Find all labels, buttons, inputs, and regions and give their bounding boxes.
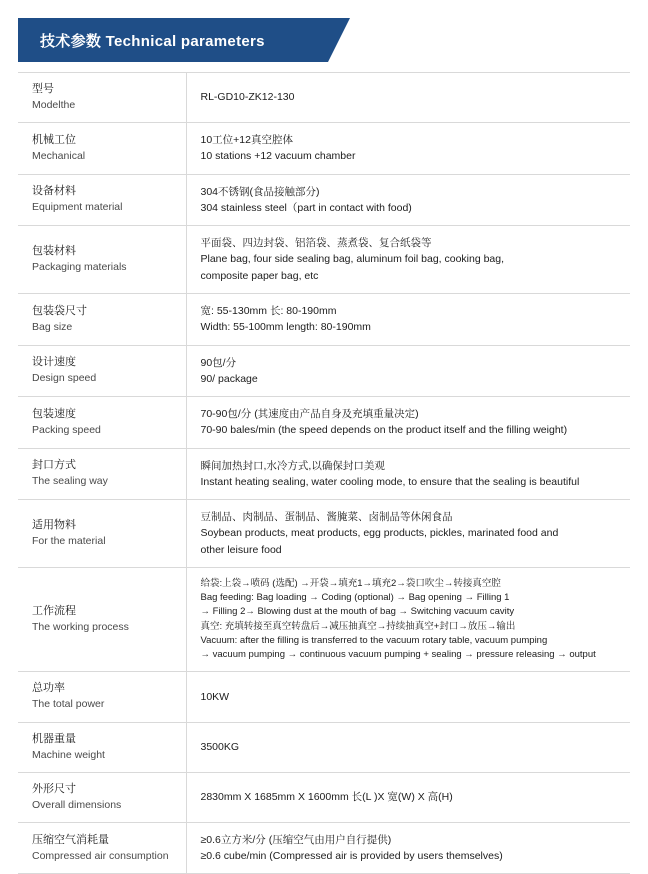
row-value-line: 2830mm X 1685mm X 1600mm 长(L )X 宽(W) X 高(H) bbox=[200, 791, 453, 804]
row-value-line: Instant heating sealing, water cooling mode, to ensure that the sealing is beautiful bbox=[200, 475, 580, 488]
row-label-cn: 外形尺寸 bbox=[32, 782, 76, 795]
row-value-line: 90包/分 bbox=[200, 356, 237, 369]
table-body bbox=[18, 73, 630, 874]
row-value-cell bbox=[186, 397, 630, 449]
row-value-line: Soybean products, meat products, egg products, pickles, marinated food and bbox=[200, 527, 559, 540]
row-value-line: RL-GD10-ZK12-130 bbox=[200, 91, 295, 104]
row-value-line: 瞬间加热封口,水冷方式,以确保封口美观 bbox=[200, 459, 385, 472]
row-value-line: 豆制品、肉制品、蛋制品、酱腌菜、卤制品等休闲食品 bbox=[200, 511, 453, 524]
row-label-cn: 设计速度 bbox=[32, 356, 76, 369]
table-row bbox=[18, 397, 630, 449]
row-label-cn: 设备材料 bbox=[32, 185, 76, 198]
row-label-cell bbox=[18, 772, 186, 822]
row-value-line: 304不锈钢(食品接触部分) bbox=[200, 185, 320, 198]
table-row bbox=[18, 822, 630, 874]
table-row bbox=[18, 722, 630, 772]
row-label-en: Design speed bbox=[32, 372, 97, 385]
row-label-cn: 机械工位 bbox=[32, 133, 76, 146]
row-value-line: 90/ package bbox=[200, 372, 258, 385]
row-label-cn: 压缩空气消耗量 bbox=[32, 833, 109, 846]
table-row bbox=[18, 73, 630, 123]
row-label-cell bbox=[18, 73, 186, 123]
row-value-cell bbox=[186, 567, 630, 672]
table-row bbox=[18, 567, 630, 672]
table-row bbox=[18, 123, 630, 175]
row-value-cell bbox=[186, 294, 630, 346]
row-value-line: 给袋:上袋→喷码 (选配) →开袋→填充1→填充2→袋口吹尘→转接真空腔 bbox=[200, 577, 501, 589]
row-label-en: For the material bbox=[32, 534, 106, 547]
row-value-cell bbox=[186, 772, 630, 822]
row-label-cell bbox=[18, 448, 186, 500]
row-label-cell bbox=[18, 722, 186, 772]
row-label-cell bbox=[18, 174, 186, 226]
row-value-line: Bag feeding: Bag loading → Coding (optional) → Bag opening → Filling 1 bbox=[200, 592, 510, 604]
row-value-cell bbox=[186, 500, 630, 568]
row-value-line: ≥0.6 cube/min (Compressed air is provided by users themselves) bbox=[200, 850, 503, 863]
row-label-cell bbox=[18, 672, 186, 722]
row-label-cn: 总功率 bbox=[32, 682, 65, 695]
row-value-line: 真空: 充填转接至真空转盘后→减压抽真空→持续抽真空+封口→放压→输出 bbox=[200, 620, 516, 632]
table-row bbox=[18, 672, 630, 722]
row-label-cell bbox=[18, 294, 186, 346]
row-label-cn: 包装材料 bbox=[32, 245, 76, 258]
row-value-line: Plane bag, four side sealing bag, aluminum foil bag, cooking bag, bbox=[200, 253, 505, 266]
row-value-line: composite paper bag, etc bbox=[200, 269, 319, 282]
row-label-en: Packaging materials bbox=[32, 260, 127, 273]
row-label-en: Bag size bbox=[32, 320, 73, 333]
row-label-cn: 包装速度 bbox=[32, 407, 76, 420]
row-label-cn: 封口方式 bbox=[32, 459, 76, 472]
row-label-cell bbox=[18, 397, 186, 449]
table-row bbox=[18, 174, 630, 226]
page-title: 技术参数 Technical parameters bbox=[40, 32, 265, 50]
table-row bbox=[18, 345, 630, 397]
row-value-cell bbox=[186, 174, 630, 226]
row-value-cell bbox=[186, 722, 630, 772]
row-label-en: Mechanical bbox=[32, 149, 86, 162]
row-label-en: Packing speed bbox=[32, 423, 101, 436]
row-value-line: 3500KG bbox=[200, 741, 240, 754]
row-label-cell bbox=[18, 500, 186, 568]
row-value-line: Vacuum: after the filling is transferred to the vacuum rotary table, vacuum pumping bbox=[200, 634, 548, 646]
row-label-cn: 型号 bbox=[32, 83, 54, 95]
row-label-cell bbox=[18, 123, 186, 175]
row-value-line: → Filling 2→ Blowing dust at the mouth of bag → Switching vacuum cavity bbox=[200, 606, 515, 618]
row-value-cell bbox=[186, 672, 630, 722]
table-row bbox=[18, 500, 630, 568]
row-value-cell bbox=[186, 73, 630, 123]
row-value-cell bbox=[186, 448, 630, 500]
row-value-line: 70-90包/分 (其速度由产品自身及充填重量决定) bbox=[200, 408, 419, 421]
row-value-cell bbox=[186, 226, 630, 294]
row-value-line: 10KW bbox=[200, 690, 230, 703]
row-value-cell bbox=[186, 345, 630, 397]
row-value-line: other leisure food bbox=[200, 543, 282, 556]
row-value-line: 10 stations +12 vacuum chamber bbox=[200, 150, 356, 163]
banner-corner-shape bbox=[328, 18, 350, 62]
row-label-cn: 机器重量 bbox=[32, 732, 76, 745]
row-label-en: Modelthe bbox=[32, 98, 76, 111]
header-banner bbox=[18, 18, 328, 62]
row-value-line: ≥0.6立方米/分 (压缩空气由用户自行提供) bbox=[200, 833, 392, 846]
row-label-cell bbox=[18, 226, 186, 294]
table-row bbox=[18, 772, 630, 822]
row-value-line: 平面袋、四边封袋、铝箔袋、蒸煮袋、复合纸袋等 bbox=[200, 237, 432, 250]
row-value-line: 304 stainless steel（part in contact with food) bbox=[200, 201, 412, 214]
row-value-line: Width: 55-100mm length: 80-190mm bbox=[200, 321, 371, 334]
row-value-line: 宽: 55-130mm 长: 80-190mm bbox=[200, 305, 337, 318]
row-label-cell bbox=[18, 345, 186, 397]
table-row bbox=[18, 226, 630, 294]
technical-parameters-table bbox=[18, 72, 630, 874]
row-label-cell bbox=[18, 567, 186, 672]
row-value-line: 70-90 bales/min (the speed depends on the product itself and the filling weight) bbox=[200, 424, 568, 437]
row-label-cn: 适用物料 bbox=[32, 518, 76, 531]
row-label-cn: 工作流程 bbox=[32, 605, 76, 618]
row-value-line: 10工位+12真空腔体 bbox=[200, 134, 293, 147]
row-value-line: → vacuum pumping → continuous vacuum pumping + sealing → pressure releasing → output bbox=[200, 649, 596, 661]
row-label-en: Equipment material bbox=[32, 201, 123, 214]
row-value-cell bbox=[186, 123, 630, 175]
row-label-en: Machine weight bbox=[32, 748, 105, 761]
row-label-en: Compressed air consumption bbox=[32, 849, 169, 862]
row-label-en: The working process bbox=[32, 621, 129, 634]
row-label-en: The sealing way bbox=[32, 475, 108, 488]
table-row bbox=[18, 294, 630, 346]
row-label-en: Overall dimensions bbox=[32, 798, 122, 811]
row-value-cell bbox=[186, 822, 630, 874]
row-label-en: The total power bbox=[32, 698, 105, 711]
row-label-cell bbox=[18, 822, 186, 874]
row-label-cn: 包装袋尺寸 bbox=[32, 304, 87, 317]
table-row bbox=[18, 448, 630, 500]
